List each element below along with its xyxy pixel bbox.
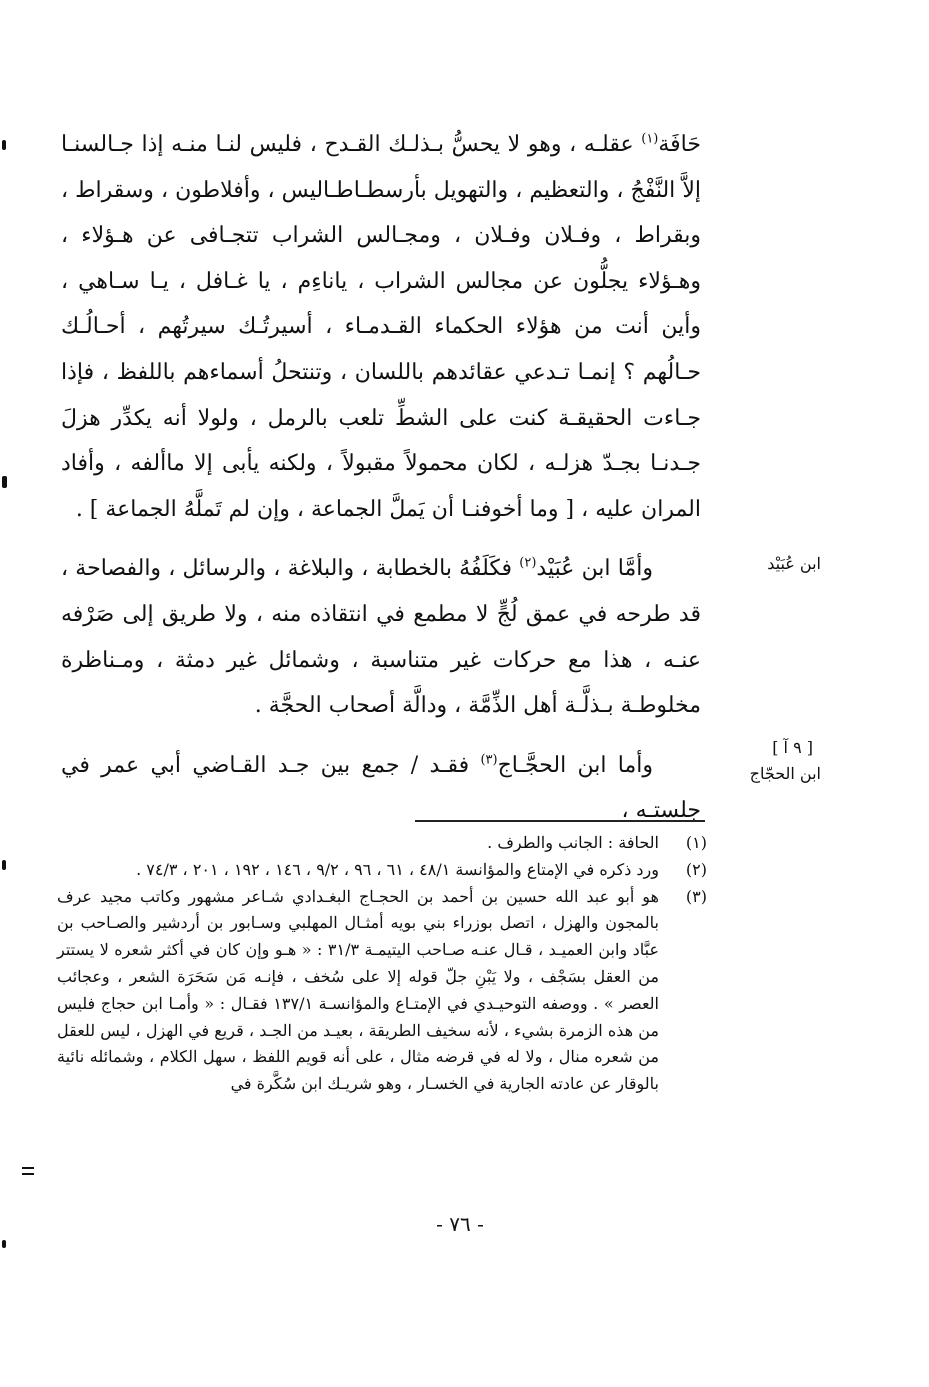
footnote-ref-1: (١) xyxy=(641,131,659,147)
text-run: وأمَّا ابن عُبَيْد xyxy=(536,556,653,582)
footnote-text: هو أبو عبد الله حسين بن أحمد بن الحجـاج البغـدادي شـاعر مشهور وكاتب مجيد عرف بالمجون والهزل ، اتصل بوزراء بني بويه أمثـال المهلبي وسـابور بن أردشير والصـاحب بن عبَّاد وابن العميـد ، قـال عنـه صـاحب اليتيمـة ٣١/٣ : « هـو وإن كان في أكثر شعره لا يستتر من العقل بسَجْف ، ولا يَبْنِ جلّ قوله إلا على سُخف ، فإنـه مَن سَحَرَة الشعر ، وعجائب العصر » . ووصفه التوحيـدي في الإمتـاع والمؤانسـة ١٣٧/١ فقـال : « وأمـا ابن حجاج فليس من هذه الزمرة بشيء ، لأنه سخيف الطريقة ، بعيـد من الجـد ، قريع في الهزل ، ليس للعقل من شعره منال ، ولا له في قرضه مثال ، على أنه قويم اللفظ ، سهل الكلام ، وشمائله نائية بالوقار عن عادته الجارية في الخسـار ، وهو شريـك ابن سُكَّرة في xyxy=(57,886,660,1094)
footnote-number: (٢) xyxy=(685,859,707,879)
footnote-text: الحافة : الجانب والطرف . xyxy=(487,833,659,852)
scan-edge-mark xyxy=(2,140,6,150)
text-run: فكَلَفُهُ بالخطابة ، والبلاغة ، والرسائل ، والفصاحة ، قد طرحه في عمق لُجٍّ لا مطمع في انتقاذه منه ، ولا طريق إلى صَرْفه عنـه ، هذا مع حركات غير متناسبة ، وشمائل غير دمثة ، ومـناظرة مخلوطـة بـذلَّـة أهل الذِّمَّة ، ودالَّة أصحاب الحجَّة . xyxy=(61,556,701,719)
footnote-ref-2: (٢) xyxy=(519,556,537,572)
scan-edge-mark xyxy=(2,476,7,488)
margin-note-leaf-marker: [ ٩ آ ] xyxy=(772,738,813,757)
scan-edge-mark xyxy=(2,1240,6,1248)
footnote-3 xyxy=(57,884,707,1098)
scan-edge-mark xyxy=(22,1167,34,1169)
footnote-1 xyxy=(57,830,707,857)
footnote-text: ورد ذكره في الإمتاع والمؤانسة ٤٨/١ ، ٦١ ، ٩٦ ، ٩/٢ ، ١٤٦ ، ١٩٢ ، ٢٠١ ، ٧٤/٣ . xyxy=(136,859,659,879)
footnote-2 xyxy=(57,857,707,884)
text-run: عقلـه ، وهو لا يحسُّ بـذلـك القـدح ، فليس لنـا منـه إذا جـالسنـا إلاَّ النَّفْجُ ، والتعظيم ، والتهويل بأرسطـاطـاليس ، وأفلاطون ، وسقراط ، وبقراط ، وفـلان وفـلان ، ومجـالس الشراب تتجـافى عن هـؤلاء ، وهـؤلاء يجلُّون عن مجالس الشراب ، ياناءِم ، يا غـافل ، يـا سـاهي ، وأين أنت من هؤلاء الحكماء القـدمـاء ، أسيرتُـك سيرتُهم ، أحـالُـك حـالُهم ؟ إنمـا تـدعي عقائدهم باللسان ، وتنتحلُ أسماءهم باللفظ ، فإذا جـاءت الحقيقـة كنت على الشطِّ تلعب بالرمل ، ولولا أنه يكدِّر هزلَ جـدنـا بجـدّ هزلـه ، لكان محمولاً مقبولاً ، ولكنه يأبى إلا ماألفه ، وأفاد المران عليه ، [ وما أخوفنـا أن يَملَّ الجماعة ، وإن لم تَملَّهُ الجماعة ] . xyxy=(61,132,701,522)
margin-note-ibn-hajjaj: ابن الحجّاج xyxy=(749,764,821,783)
footnotes xyxy=(57,830,707,1098)
footnote-ref-3: (٣) xyxy=(480,752,498,768)
footnote-number: (٣) xyxy=(685,886,707,906)
scan-edge-mark xyxy=(2,860,6,870)
text-run: وأما ابن الحجَّـاج xyxy=(497,752,653,778)
paragraph-ibn-ubayd xyxy=(61,546,701,728)
paragraph-hafa xyxy=(61,122,701,532)
main-text xyxy=(61,122,701,834)
scan-edge-mark xyxy=(22,1173,34,1175)
margin-note-ibn-ubayd: ابن عُبَيْد xyxy=(767,554,821,573)
page-number: - ٧٦ - xyxy=(436,1212,484,1236)
footnote-number: (١) xyxy=(685,833,707,852)
footnote-separator xyxy=(415,820,705,822)
text-run: فقـد / جمع بين جـد القـاضي أبي عمر في جلستـه ، xyxy=(61,752,701,824)
text-run: حَافَة xyxy=(658,132,701,157)
